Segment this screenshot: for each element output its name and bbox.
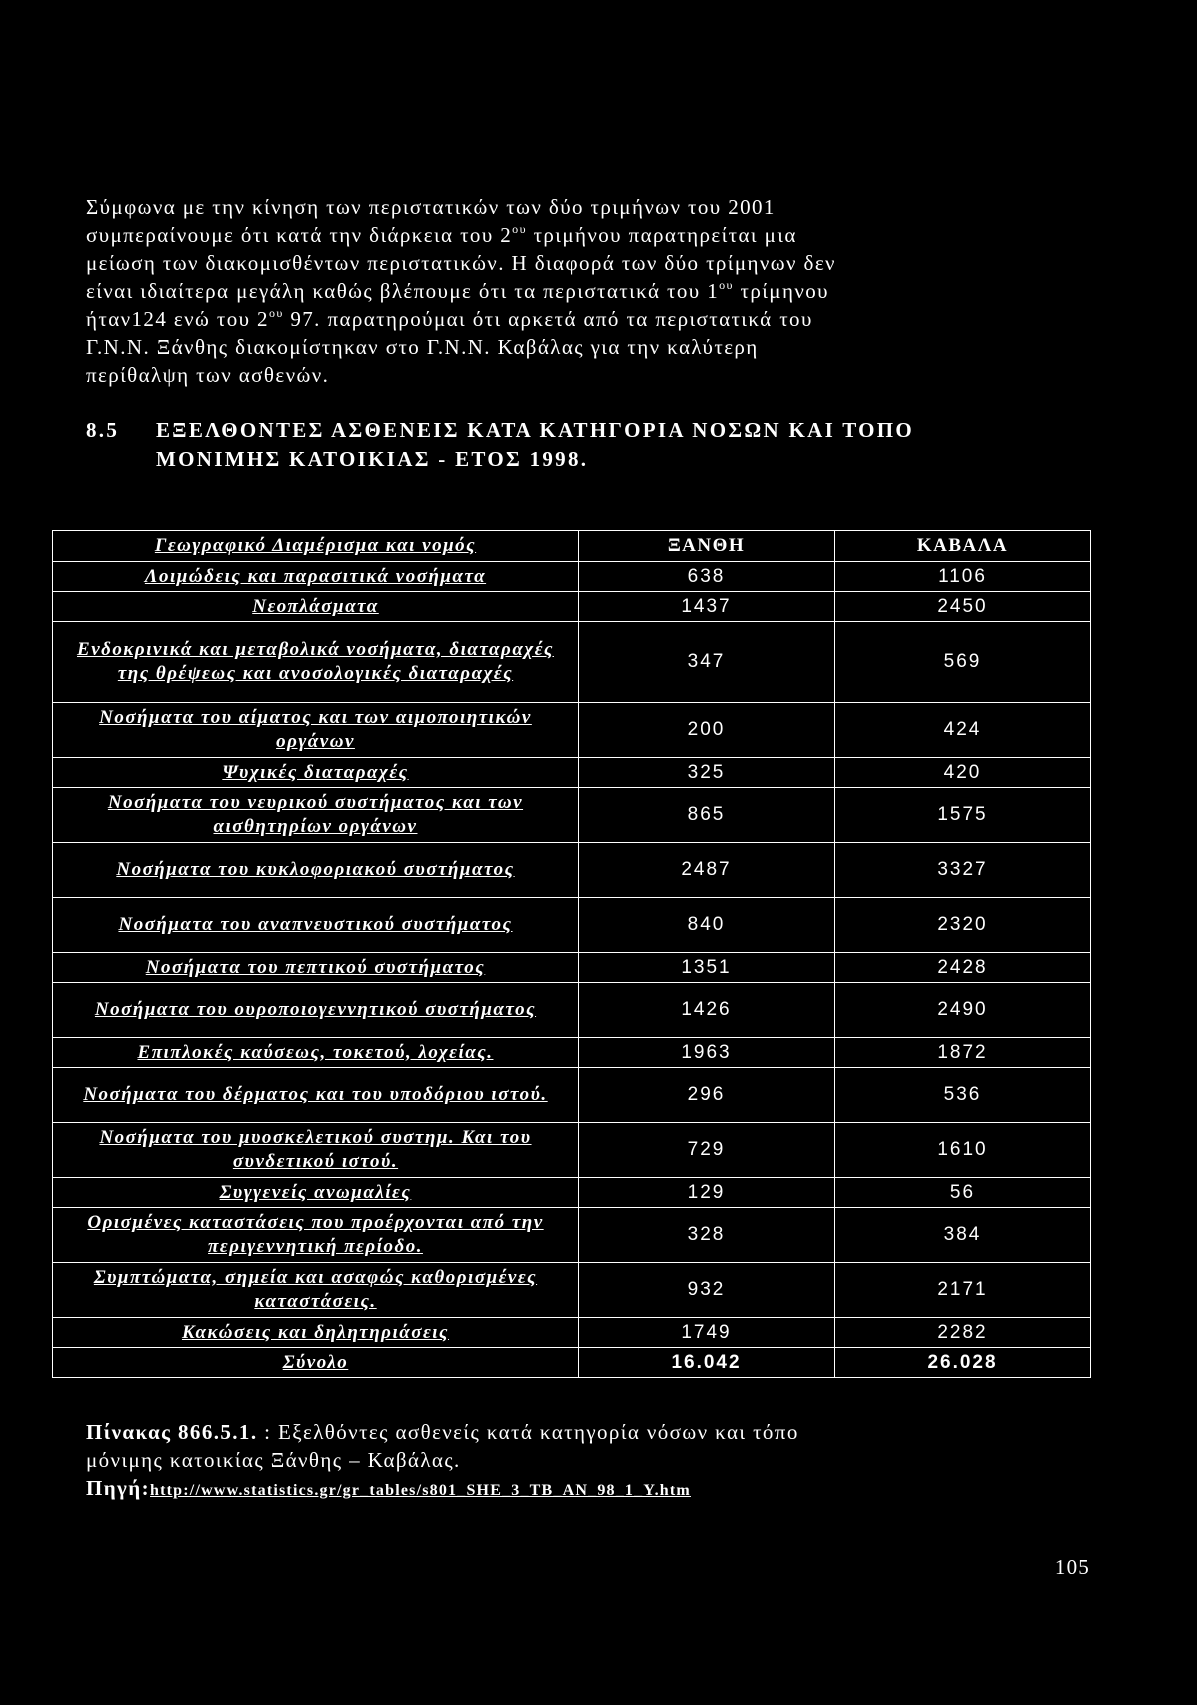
row-category: Νοσήματα του κυκλοφοριακού συστήματος [53, 843, 579, 898]
row-xanthi-value: 129 [579, 1178, 835, 1208]
row-xanthi-value: 1963 [579, 1038, 835, 1068]
discharges-table [52, 530, 1091, 1378]
row-kavala-value: 1575 [835, 788, 1091, 843]
table-row [53, 562, 1091, 592]
row-category: Νοσήματα του αίματος και των αιμοποιητικών οργάνων [53, 703, 579, 758]
row-category: Νοσήματα του νευρικού συστήματος και των αισθητηρίων οργάνων [53, 788, 579, 843]
table-row [53, 1263, 1091, 1318]
row-kavala-value: 1610 [835, 1123, 1091, 1178]
intro-text: Σύμφωνα με την κίνηση των περιστατικών των δύο τριμήνων του 2001 [86, 195, 776, 219]
table-row [53, 1318, 1091, 1348]
heading-line [86, 416, 1116, 445]
row-kavala-value: 2282 [835, 1318, 1091, 1348]
row-category: Νεοπλάσματα [53, 592, 579, 622]
intro-text: 97. παρατηρούμαι ότι αρκετά από τα περιστατικά του [283, 307, 813, 331]
source-label: Πηγή: [86, 1476, 151, 1500]
caption-line [86, 1418, 1116, 1446]
table-row [53, 1038, 1091, 1068]
row-xanthi-value: 865 [579, 788, 835, 843]
intro-text: συμπεραίνουμε ότι κατά την διάρκεια του 2 [86, 223, 513, 247]
row-xanthi-value: 638 [579, 562, 835, 592]
intro-line [86, 333, 1096, 361]
intro-line [86, 249, 1096, 277]
table-row [53, 843, 1091, 898]
row-category: Λοιμώδεις και παρασιτικά νοσήματα [53, 562, 579, 592]
row-kavala-value: 2320 [835, 898, 1091, 953]
header-xanthi: ΞΑΝΘΗ [579, 531, 835, 562]
row-kavala-value: 536 [835, 1068, 1091, 1123]
row-category: Νοσήματα του ουροποιογεννητικού συστήματος [53, 983, 579, 1038]
row-category: Επιπλοκές καύσεως, τοκετού, λοχείας. [53, 1038, 579, 1068]
row-xanthi-value: 840 [579, 898, 835, 953]
superscript: ου [719, 278, 734, 292]
row-kavala-value: 2450 [835, 592, 1091, 622]
row-kavala-value: 2428 [835, 953, 1091, 983]
row-xanthi-value: 2487 [579, 843, 835, 898]
row-xanthi-value: 328 [579, 1208, 835, 1263]
heading-line: ΜΟΝΙΜΗΣ ΚΑΤΟΙΚΙΑΣ - ΕΤΟΣ 1998. [156, 447, 589, 471]
table-row [53, 1068, 1091, 1123]
row-category: Νοσήματα του δέρματος και του υποδόριου ιστού. [53, 1068, 579, 1123]
intro-text: Γ.Ν.Ν. Ξάνθης διακομίστηκαν στο Γ.Ν.Ν. Καβάλας για την καλύτερη [86, 335, 759, 359]
intro-paragraph [86, 193, 1096, 389]
intro-text: είναι ιδιαίτερα μεγάλη καθώς βλέπουμε ότι τα περιστατικά του 1 [86, 279, 720, 303]
row-kavala-value: 2490 [835, 983, 1091, 1038]
intro-line [86, 193, 1096, 221]
intro-line [86, 361, 1096, 389]
table-row [53, 1178, 1091, 1208]
caption-line [86, 1446, 1116, 1474]
row-category: Νοσήματα του μυοσκελετικού συστημ. Και του συνδετικού ιστού. [53, 1123, 579, 1178]
table-row [53, 1208, 1091, 1263]
row-category: Συμπτώματα, σημεία και ασαφώς καθορισμένες καταστάσεις. [53, 1263, 579, 1318]
intro-line [86, 277, 1096, 305]
row-xanthi-value: 1426 [579, 983, 835, 1038]
row-xanthi-value: 1437 [579, 592, 835, 622]
total-kavala-value: 26.028 [835, 1348, 1091, 1378]
table-row [53, 1123, 1091, 1178]
caption-text: : Εξελθόντες ασθενείς κατά κατηγορία νόσων και τόπο [257, 1420, 799, 1444]
row-category: Νοσήματα του αναπνευστικού συστήματος [53, 898, 579, 953]
caption-source [86, 1474, 1116, 1505]
row-kavala-value: 424 [835, 703, 1091, 758]
intro-line [86, 221, 1096, 249]
row-kavala-value: 3327 [835, 843, 1091, 898]
row-kavala-value: 56 [835, 1178, 1091, 1208]
total-xanthi-value: 16.042 [579, 1348, 835, 1378]
intro-text: περίθαλψη των ασθενών. [86, 363, 330, 387]
total-label: Σύνολο [53, 1348, 579, 1378]
intro-text: μείωση των διακομισθέντων περιστατικών. Η διαφορά των δύο τρίμηνων δεν [86, 251, 836, 275]
row-kavala-value: 569 [835, 622, 1091, 703]
source-link[interactable]: http://www.statistics.gr/gr_tables/s801_SHE_3_TB_AN_98_1_Y.htm [150, 1482, 691, 1499]
row-xanthi-value: 296 [579, 1068, 835, 1123]
row-xanthi-value: 729 [579, 1123, 835, 1178]
table-caption [86, 1418, 1116, 1505]
row-kavala-value: 1872 [835, 1038, 1091, 1068]
table-row [53, 758, 1091, 788]
superscript: ου [512, 222, 527, 236]
row-category: Ενδοκρινικά και μεταβολικά νοσήματα, διαταραχές της θρέψεως και ανοσολογικές διαταραχές [53, 622, 579, 703]
row-category: Ορισμένες καταστάσεις που προέρχονται από την περιγεννητική περίοδο. [53, 1208, 579, 1263]
row-xanthi-value: 932 [579, 1263, 835, 1318]
page-number: 105 [1054, 1555, 1090, 1579]
row-xanthi-value: 200 [579, 703, 835, 758]
row-category: Ψυχικές διαταραχές [53, 758, 579, 788]
intro-text: τριμήνου παρατηρείται μια [526, 223, 797, 247]
table-header-row [53, 531, 1091, 562]
table-row [53, 592, 1091, 622]
header-category: Γεωγραφικό Διαμέρισμα και νομός [53, 531, 579, 562]
row-xanthi-value: 1351 [579, 953, 835, 983]
heading-text: ΕΞΕΛΘΟΝΤΕΣ ΑΣΘΕΝΕΙΣ ΚΑΤΑ ΚΑΤΗΓΟΡΙΑ ΝΟΣΩΝ ΚΑΙ ΤΟΠΟ [156, 418, 915, 442]
intro-text: τρίμηνου [733, 279, 829, 303]
table-row [53, 953, 1091, 983]
row-kavala-value: 2171 [835, 1263, 1091, 1318]
section-number: 8.5 [86, 418, 120, 442]
caption-text: μόνιμης κατοικίας Ξάνθης – Καβάλας. [86, 1448, 461, 1472]
row-category: Κακώσεις και δηλητηριάσεις [53, 1318, 579, 1348]
table-row [53, 703, 1091, 758]
intro-text: ήταν124 ενώ του 2 [86, 307, 269, 331]
intro-line [86, 305, 1096, 333]
caption-title: Πίνακας 866.5.1. [86, 1420, 258, 1444]
table-row [53, 898, 1091, 953]
row-category: Συγγενείς ανωμαλίες [53, 1178, 579, 1208]
row-xanthi-value: 347 [579, 622, 835, 703]
row-kavala-value: 420 [835, 758, 1091, 788]
row-xanthi-value: 325 [579, 758, 835, 788]
row-category: Νοσήματα του πεπτικού συστήματος [53, 953, 579, 983]
superscript: ου [268, 306, 284, 320]
header-kavala: ΚΑΒΑΛΑ [835, 531, 1091, 562]
table-row [53, 983, 1091, 1038]
row-kavala-value: 384 [835, 1208, 1091, 1263]
table-row [53, 788, 1091, 843]
section-heading [86, 416, 1116, 474]
row-kavala-value: 1106 [835, 562, 1091, 592]
table-total-row [53, 1348, 1091, 1378]
row-xanthi-value: 1749 [579, 1318, 835, 1348]
table-row [53, 622, 1091, 703]
